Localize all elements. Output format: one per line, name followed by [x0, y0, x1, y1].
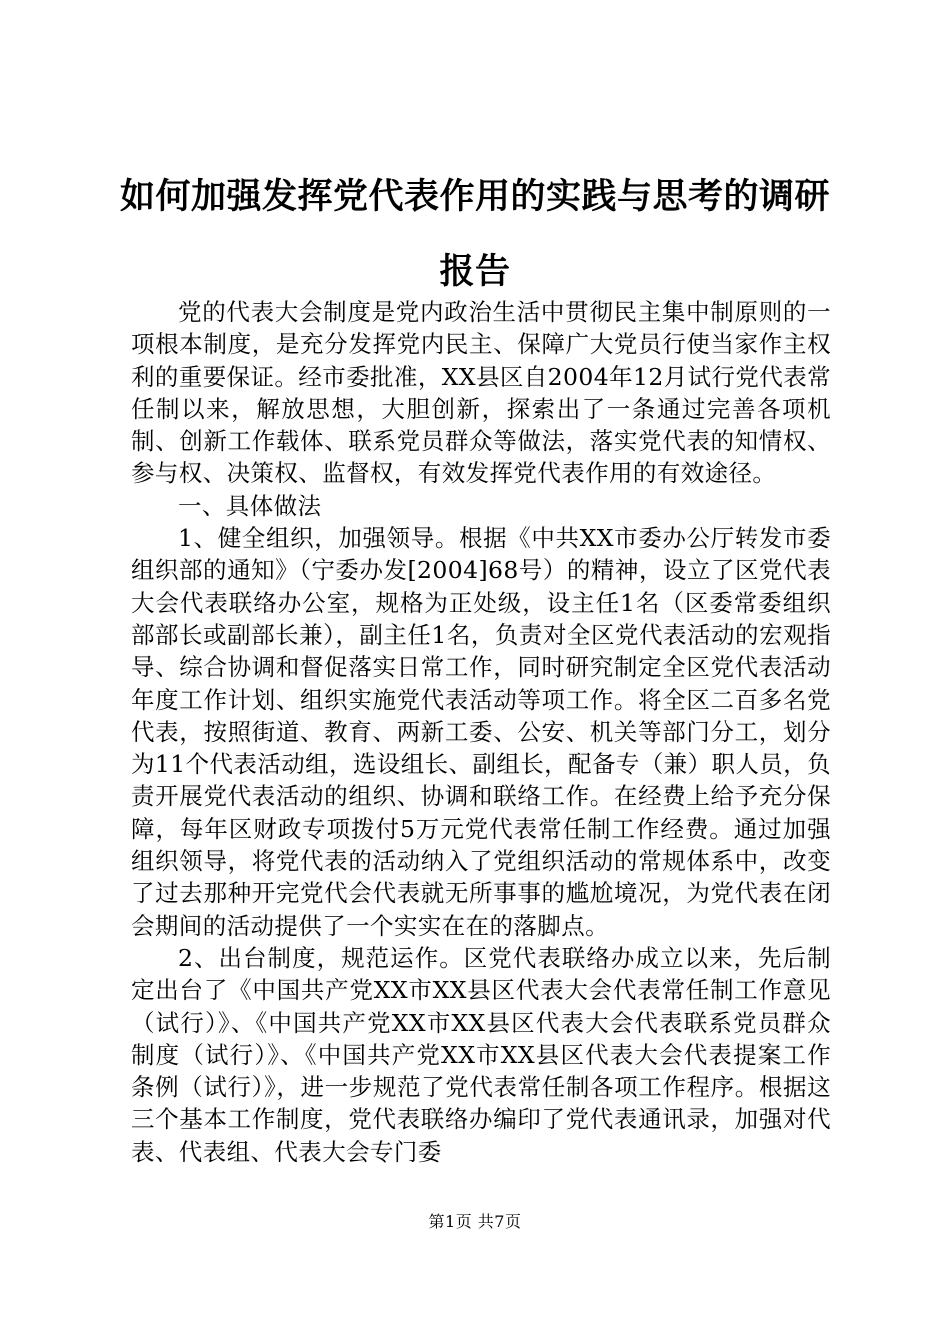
- paragraph-organization: 1、健全组织，加强领导。根据《中共XX市委办公厅转发市委组织部的通知》（宁委办发[2004]68号）的精神，设立了区党代表大会代表联络办公室，规格为正处级，设主任1名（区委常委组织部部长或副部长兼），副主任1名，负责对全区党代表活动的宏观指导、综合协调和督促落实日常工作，同时研究制定全区党代表活动年度工作计划、组织实施党代表活动等项工作。将全区二百多名党代表，按照街道、教育、两新工委、公安、机关等部门分工，划分为11个代表活动组，选设组长、副组长，配备专（兼）职人员，负责开展党代表活动的组织、协调和联络工作。在经费上给予充分保障，每年区财政专项拨付5万元党代表常任制工作经费。通过加强组织领导，将党代表的活动纳入了党组织活动的常规体系中，改变了过去那种开完党代会代表就无所事事的尴尬境况，为党代表在闭会期间的活动提供了一个实实在在的落脚点。: [131, 524, 831, 940]
- document-title: 如何加强发挥党代表作用的实践与思考的调研报告: [119, 177, 830, 292]
- page-number-footer: 第1页 共7页: [428, 1212, 522, 1231]
- section-heading: 一、具体做法: [178, 491, 322, 520]
- intro-paragraph: 党的代表大会制度是党内政治生活中贯彻民主集中制原则的一项根本制度，是充分发挥党内民主、保障广大党员行使当家作主权利的重要保证。经市委批准，XX县区自2004年12月试行党代表常任制以来，解放思想，大胆创新，探索出了一条通过完善各项机制、创新工作载体、联系党员群众等做法，落实党代表的知情权、参与权、决策权、监督权，有效发挥党代表作用的有效途径。: [131, 298, 831, 488]
- paragraph-regulations: 2、出台制度，规范运作。区党代表联络办成立以来，先后制定出台了《中国共产党XX市XX县区代表大会代表常任制工作意见（试行）》、《中国共产党XX市XX县区代表大会代表联系党员群众制度（试行）》、《中国共产党XX市XX县区代表大会代表提案工作条例（试行）》，进一步规范了党代表常任制各项工作程序。根据这三个基本工作制度，党代表联络办编印了党代表通讯录，加强对代表、代表组、代表大会专门委: [131, 943, 831, 1166]
- document-body: [131, 296, 831, 1168]
